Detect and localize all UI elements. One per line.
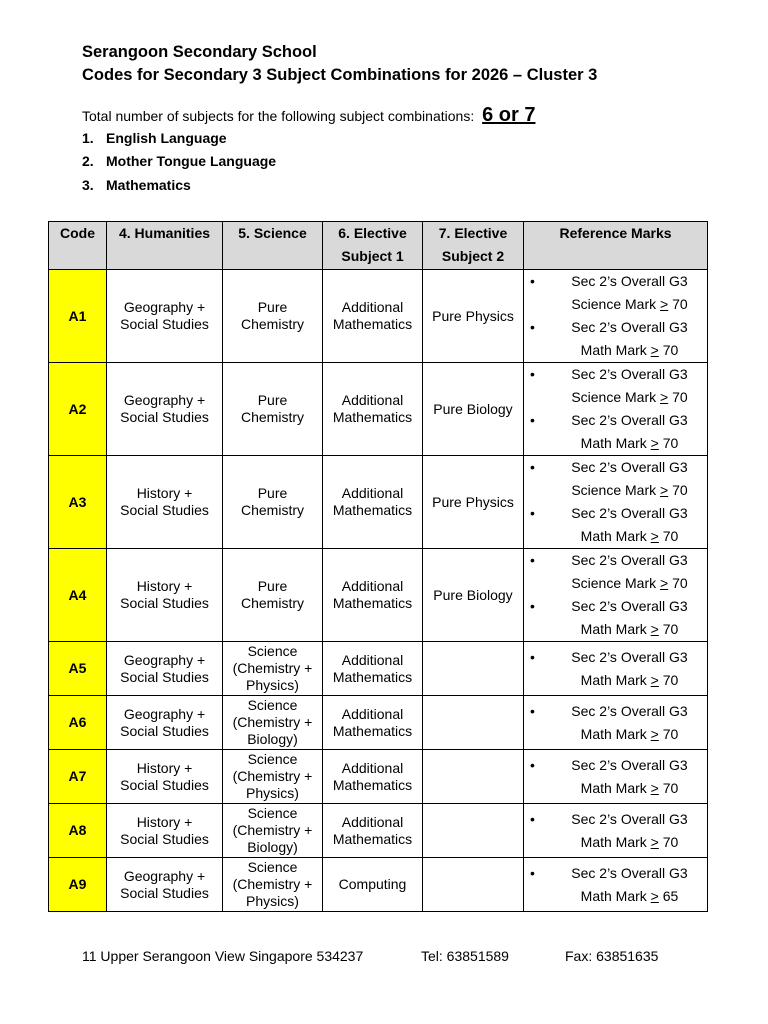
elective-2-cell: [423, 642, 524, 696]
code-cell: A5: [49, 642, 107, 696]
code-cell: A9: [49, 858, 107, 912]
elective-2-value: Pure Physics: [432, 493, 514, 510]
reference-line: Sec 2’s Overall G3: [571, 412, 688, 428]
elective-2-cell: [423, 363, 524, 456]
table-row: [49, 270, 708, 363]
reference-list: [524, 646, 707, 692]
header-reference-marks: Reference Marks: [524, 222, 708, 270]
humanities-line2: Social Studies: [120, 668, 209, 685]
reference-line: Sec 2’s Overall G3: [571, 810, 688, 827]
science-line1: Pure: [257, 578, 288, 594]
reference-mark-value: 70: [668, 296, 688, 312]
science-line2: (Chemistry +: [232, 714, 313, 730]
elective-1-line1: Additional: [341, 485, 404, 501]
table-row: [49, 363, 708, 456]
header-elective-2-line2: Subject 2: [441, 248, 505, 264]
reference-marks-cell: [524, 804, 708, 858]
humanities-line1: Geography +: [123, 705, 206, 722]
reference-marks-cell: [524, 696, 708, 750]
list-item: [524, 363, 707, 409]
humanities-cell: [107, 549, 223, 642]
science-line1: Science: [247, 697, 298, 713]
list-item: [524, 862, 707, 908]
humanities-cell: [107, 696, 223, 750]
core-subject-list: [82, 130, 276, 200]
code-cell: A2: [49, 363, 107, 456]
reference-mark-value: 65: [658, 887, 679, 904]
reference-marks-cell: [524, 858, 708, 912]
humanities-line1: History +: [136, 485, 193, 501]
elective-1-cell: [323, 363, 423, 456]
list-item: [524, 456, 707, 502]
reference-marks-cell: [524, 750, 708, 804]
reference-list: [524, 808, 707, 854]
reference-marks-cell: [524, 456, 708, 549]
elective-2-cell: [423, 804, 524, 858]
elective-1-line2: Mathematics: [332, 595, 413, 611]
science-cell: [223, 363, 323, 456]
table-row: [49, 858, 708, 912]
science-cell: [223, 549, 323, 642]
reference-mark-value: 70: [658, 435, 679, 451]
science-line1: Science: [247, 805, 298, 821]
elective-1-line1: Additional: [341, 578, 404, 594]
reference-line: Sec 2’s Overall G3: [571, 702, 688, 719]
science-line2: Chemistry: [240, 316, 304, 332]
humanities-line2: Social Studies: [120, 316, 209, 332]
list-item: [524, 595, 707, 641]
list-item: [82, 177, 276, 200]
reference-line: Math Mark: [580, 435, 651, 451]
reference-line: Math Mark: [580, 621, 651, 637]
humanities-cell: [107, 858, 223, 912]
elective-1-line1: Additional: [341, 705, 404, 722]
science-line1: Science: [247, 859, 298, 875]
humanities-line2: Social Studies: [120, 776, 209, 793]
greater-equal-symbol: >: [650, 528, 659, 544]
greater-equal-symbol: >: [650, 887, 659, 904]
reference-line: Science Mark: [571, 482, 661, 498]
core-subject-label: English Language: [106, 130, 227, 146]
reference-marks-cell: [524, 270, 708, 363]
list-item: [524, 754, 707, 800]
humanities-line2: Social Studies: [120, 830, 209, 847]
greater-equal-symbol: >: [650, 342, 659, 358]
humanities-line1: History +: [136, 813, 193, 830]
science-line1: Pure: [257, 392, 288, 408]
code-cell: A8: [49, 804, 107, 858]
footer-tel: Tel: 63851589: [421, 948, 509, 964]
science-line2: Chemistry: [240, 409, 304, 425]
code-cell: A3: [49, 456, 107, 549]
reference-list: [524, 862, 707, 908]
reference-list: [524, 456, 707, 548]
intro-text: Total number of subjects for the following subject combinations:: [82, 108, 475, 124]
reference-mark-value: 70: [668, 575, 688, 591]
greater-equal-symbol: >: [660, 389, 669, 405]
elective-1-line1: Additional: [341, 651, 404, 668]
reference-line: Sec 2’s Overall G3: [571, 598, 688, 614]
humanities-line1: Geography +: [123, 392, 206, 408]
reference-line: Sec 2’s Overall G3: [571, 273, 688, 289]
list-item: [82, 153, 276, 176]
header-elective-1-line2: Subject 1: [341, 248, 404, 264]
reference-line: Science Mark: [571, 389, 661, 405]
subject-count: 6 or 7: [482, 104, 536, 126]
header-elective-1: [323, 222, 423, 270]
elective-1-cell: [323, 858, 423, 912]
footer-fax: Fax: 63851635: [565, 948, 659, 964]
reference-marks-cell: [524, 363, 708, 456]
science-line2: Chemistry: [240, 502, 304, 518]
elective-2-value: Pure Biology: [433, 400, 513, 417]
elective-1-line1: Computing: [338, 876, 407, 892]
table-row: [49, 696, 708, 750]
reference-marks-cell: [524, 642, 708, 696]
science-line2: (Chemistry +: [232, 768, 313, 784]
humanities-line2: Social Studies: [120, 502, 209, 518]
humanities-line2: Social Studies: [120, 595, 209, 611]
science-cell: [223, 804, 323, 858]
elective-2-value: Pure Biology: [433, 586, 513, 603]
greater-equal-symbol: >: [650, 833, 659, 850]
reference-mark-value: 70: [658, 671, 679, 688]
reference-list: [524, 700, 707, 746]
science-line3: Biology): [247, 839, 298, 855]
reference-line: Math Mark: [580, 671, 651, 688]
elective-1-line2: Mathematics: [332, 776, 413, 793]
reference-mark-value: 70: [658, 779, 679, 796]
list-item: [524, 316, 707, 362]
elective-1-line2: Mathematics: [332, 722, 413, 739]
science-line2: (Chemistry +: [232, 876, 313, 892]
code-cell: A7: [49, 750, 107, 804]
science-cell: [223, 696, 323, 750]
reference-mark-value: 70: [658, 725, 679, 742]
code-cell: A6: [49, 696, 107, 750]
science-line1: Pure: [257, 485, 288, 501]
list-number: 2.: [82, 153, 94, 170]
reference-mark-value: 70: [658, 342, 679, 358]
elective-1-cell: [323, 642, 423, 696]
elective-2-cell: [423, 858, 524, 912]
elective-1-line1: Additional: [341, 759, 404, 776]
reference-list: [524, 754, 707, 800]
greater-equal-symbol: >: [660, 482, 669, 498]
humanities-line1: Geography +: [123, 299, 206, 315]
humanities-line1: Geography +: [123, 867, 206, 884]
elective-1-line2: Mathematics: [332, 409, 413, 425]
science-line3: Physics): [246, 785, 299, 801]
elective-1-line1: Additional: [341, 299, 404, 315]
humanities-line2: Social Studies: [120, 722, 209, 739]
reference-line: Sec 2’s Overall G3: [571, 505, 688, 521]
list-item: [524, 700, 707, 746]
code-cell: A1: [49, 270, 107, 363]
greater-equal-symbol: >: [650, 435, 659, 451]
reference-line: Sec 2’s Overall G3: [571, 366, 688, 382]
reference-line: Science Mark: [571, 575, 661, 591]
header-humanities: 4. Humanities: [107, 222, 223, 270]
elective-2-cell: [423, 696, 524, 750]
list-item: [524, 646, 707, 692]
greater-equal-symbol: >: [660, 575, 669, 591]
elective-2-cell: [423, 270, 524, 363]
list-item: [524, 409, 707, 455]
elective-2-value: Pure Physics: [432, 307, 514, 324]
science-line1: Science: [247, 643, 298, 659]
greater-equal-symbol: >: [650, 725, 659, 742]
science-line2: Chemistry: [240, 595, 304, 611]
reference-line: Math Mark: [580, 342, 651, 358]
reference-line: Sec 2’s Overall G3: [571, 552, 688, 568]
humanities-line1: Geography +: [123, 651, 206, 668]
header-elective-2-line1: 7. Elective: [438, 225, 508, 241]
science-line1: Science: [247, 751, 298, 767]
science-line1: Pure: [257, 299, 288, 315]
reference-line: Math Mark: [580, 725, 651, 742]
science-line2: (Chemistry +: [232, 822, 313, 838]
elective-1-cell: [323, 549, 423, 642]
list-number: 1.: [82, 130, 94, 146]
list-item: [82, 130, 276, 153]
list-item: [524, 270, 707, 316]
table-row: [49, 750, 708, 804]
reference-line: Math Mark: [580, 887, 651, 904]
subject-count-intro: [82, 104, 535, 127]
elective-1-line1: Additional: [341, 813, 404, 830]
reference-mark-value: 70: [658, 833, 679, 850]
header-code: Code: [49, 222, 107, 270]
elective-1-cell: [323, 456, 423, 549]
reference-line: Science Mark: [571, 296, 661, 312]
reference-line: Sec 2’s Overall G3: [571, 864, 688, 881]
elective-1-cell: [323, 750, 423, 804]
science-line3: Physics): [246, 893, 299, 909]
list-number: 3.: [82, 176, 94, 193]
elective-2-cell: [423, 549, 524, 642]
reference-line: Sec 2’s Overall G3: [571, 459, 688, 475]
reference-line: Sec 2’s Overall G3: [571, 648, 688, 665]
humanities-line1: History +: [136, 759, 193, 776]
subject-combination-table: [48, 221, 708, 912]
humanities-cell: [107, 270, 223, 363]
elective-2-cell: [423, 456, 524, 549]
elective-1-cell: [323, 804, 423, 858]
table-row: [49, 642, 708, 696]
elective-1-line1: Additional: [341, 392, 404, 408]
code-cell: A4: [49, 549, 107, 642]
reference-line: Sec 2’s Overall G3: [571, 319, 688, 335]
table-row: [49, 549, 708, 642]
science-line2: (Chemistry +: [232, 660, 313, 676]
table-header-row: [49, 222, 708, 270]
footer-address: 11 Upper Serangoon View Singapore 534237: [82, 948, 364, 964]
science-cell: [223, 456, 323, 549]
elective-1-line2: Mathematics: [332, 830, 413, 847]
elective-1-cell: [323, 696, 423, 750]
school-name: Serangoon Secondary School: [82, 43, 317, 61]
science-line3: Biology): [247, 731, 298, 747]
core-subject-label: Mother Tongue Language: [106, 153, 277, 170]
humanities-line2: Social Studies: [120, 884, 209, 901]
science-cell: [223, 750, 323, 804]
science-cell: [223, 270, 323, 363]
reference-mark-value: 70: [658, 528, 679, 544]
elective-1-line2: Mathematics: [332, 502, 413, 518]
header-science: 5. Science: [223, 222, 323, 270]
greater-equal-symbol: >: [650, 621, 659, 637]
reference-mark-value: 70: [658, 621, 679, 637]
humanities-cell: [107, 642, 223, 696]
reference-list: [524, 270, 707, 362]
list-item: [524, 549, 707, 595]
humanities-cell: [107, 804, 223, 858]
humanities-cell: [107, 750, 223, 804]
list-item: [524, 808, 707, 854]
table-row: [49, 456, 708, 549]
science-cell: [223, 642, 323, 696]
header-elective-1-line1: 6. Elective: [338, 225, 407, 241]
reference-line: Math Mark: [580, 528, 651, 544]
humanities-cell: [107, 456, 223, 549]
reference-line: Math Mark: [580, 833, 651, 850]
table-row: [49, 804, 708, 858]
reference-mark-value: 70: [668, 482, 688, 498]
elective-1-cell: [323, 270, 423, 363]
reference-list: [524, 549, 707, 641]
science-cell: [223, 858, 323, 912]
science-line3: Physics): [246, 677, 299, 693]
elective-1-line2: Mathematics: [332, 316, 413, 332]
humanities-line1: History +: [136, 578, 193, 594]
document-title: Codes for Secondary 3 Subject Combinations for 2026 – Cluster 3: [82, 66, 598, 84]
core-subject-label: Mathematics: [106, 176, 191, 193]
humanities-cell: [107, 363, 223, 456]
header-elective-2: [423, 222, 524, 270]
list-item: [524, 502, 707, 548]
elective-2-cell: [423, 750, 524, 804]
reference-list: [524, 363, 707, 455]
reference-mark-value: 70: [668, 389, 688, 405]
greater-equal-symbol: >: [650, 671, 659, 688]
reference-line: Math Mark: [580, 779, 651, 796]
greater-equal-symbol: >: [650, 779, 659, 796]
reference-marks-cell: [524, 549, 708, 642]
greater-equal-symbol: >: [660, 296, 669, 312]
elective-1-line2: Mathematics: [332, 668, 413, 685]
humanities-line2: Social Studies: [120, 409, 209, 425]
reference-line: Sec 2’s Overall G3: [571, 756, 688, 773]
